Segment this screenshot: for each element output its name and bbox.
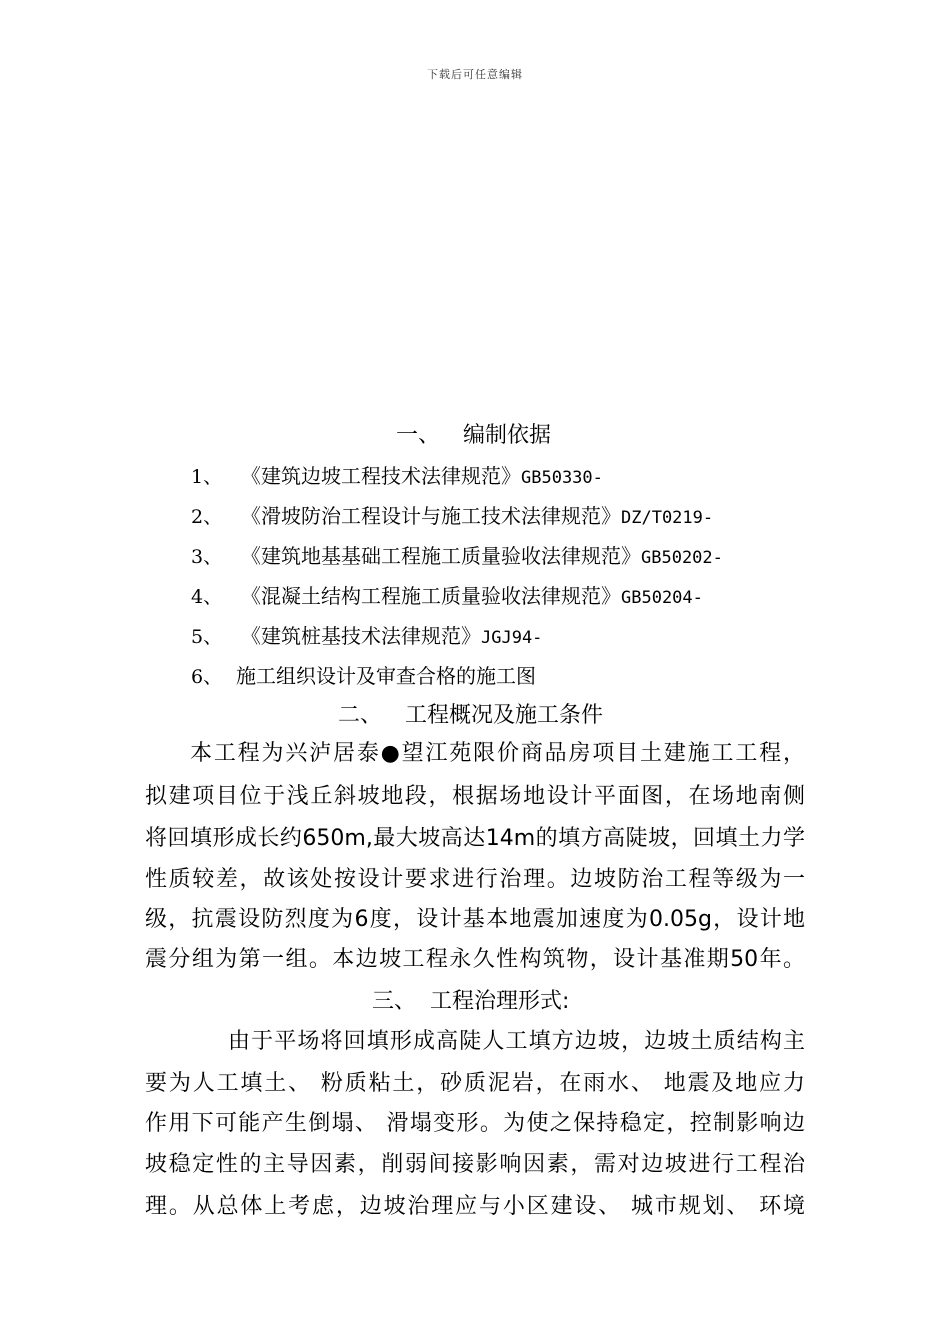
- list-body: 施工组织设计及审查合格的施工图: [236, 664, 536, 688]
- list-code: JGJ94-: [481, 628, 543, 648]
- section-title: 编制依据: [463, 423, 552, 448]
- list-index: 3、: [191, 546, 223, 568]
- section-number: 一、: [396, 423, 441, 448]
- list-index: 2、: [191, 506, 223, 528]
- paragraph-line: 坡稳定性的主导因素，削弱间接影响因素，需对边坡进行工程治: [145, 1152, 805, 1177]
- paragraph-line: 震分组为第一组。本边坡工程永久性构筑物，设计基准期50年。: [145, 947, 805, 972]
- list-code: GB50204-: [621, 588, 703, 608]
- list-item: [191, 461, 603, 493]
- list-index: 6、: [191, 666, 223, 688]
- list-index: 4、: [191, 586, 223, 608]
- list-body: 《建筑地基基础工程施工质量验收法律规范》: [241, 544, 641, 568]
- list-code: GB50330-: [521, 468, 603, 488]
- list-index: 1、: [191, 466, 223, 488]
- list-item: [191, 661, 536, 693]
- section-title: 工程治理形式:: [430, 989, 570, 1014]
- list-body: 《混凝土结构工程施工质量验收法律规范》: [241, 584, 621, 608]
- header-note: 下载后可任意编辑: [427, 68, 523, 81]
- list-item: [191, 541, 723, 573]
- list-item: [191, 621, 542, 653]
- paragraph-line: 要为人工填土、 粉质粘土，砂质泥岩，在雨水、 地震及地应力: [145, 1071, 805, 1096]
- list-code: DZ/T0219-: [621, 508, 714, 528]
- list-body: 《建筑桩基技术法律规范》: [241, 624, 481, 648]
- paragraph-line: 拟建项目位于浅丘斜坡地段，根据场地设计平面图，在场地南侧: [145, 784, 805, 809]
- list-index: 5、: [191, 626, 223, 648]
- paragraph-line: 性质较差，故该处按设计要求进行治理。边坡防治工程等级为一: [145, 867, 805, 892]
- list-body: 《滑坡防治工程设计与施工技术法律规范》: [241, 504, 621, 528]
- section-title: 工程概况及施工条件: [405, 703, 604, 728]
- section-number: 三、: [372, 989, 417, 1014]
- list-item: [191, 501, 713, 533]
- section-number: 二、: [338, 703, 383, 728]
- paragraph-line: 由于平场将回填形成高陡人工填方边坡，边坡土质结构主: [228, 1029, 805, 1054]
- paragraph-line: 本工程为兴泸居泰●望江苑限价商品房项目土建施工工程，: [190, 741, 805, 766]
- paragraph-line: 级，抗震设防烈度为6度，设计基本地震加速度为0.05g，设计地: [145, 907, 805, 932]
- list-item: [191, 581, 703, 613]
- paragraph-line: 作用下可能产生倒塌、 滑塌变形。为使之保持稳定，控制影响边: [145, 1111, 805, 1136]
- paragraph-line: 理。从总体上考虑，边坡治理应与小区建设、 城市规划、 环境: [145, 1194, 805, 1219]
- list-code: GB50202-: [641, 548, 723, 568]
- list-body: 《建筑边坡工程技术法律规范》: [241, 464, 521, 488]
- paragraph-line: 将回填形成长约650m,最大坡高达14m的填方高陡坡，回填土力学: [145, 826, 805, 851]
